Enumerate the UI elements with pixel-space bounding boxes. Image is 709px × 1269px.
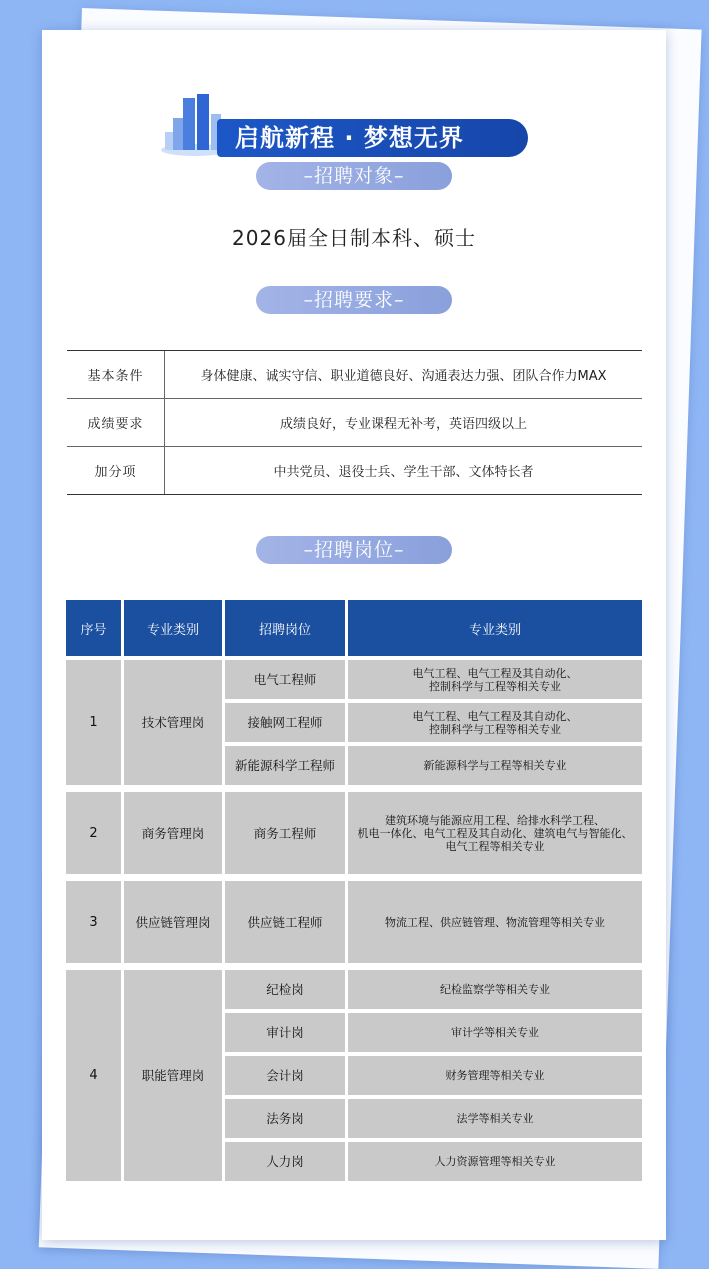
position-name: 纪检岗 xyxy=(225,970,345,1009)
section-title-positions: –招聘岗位– xyxy=(256,536,452,564)
target-text: 2026届全日制本科、硕士 xyxy=(232,226,476,250)
requirement-label: 成绩要求 xyxy=(67,399,165,446)
requirement-value: 身体健康、诚实守信、职业道德良好、沟通表达力强、团队合作力MAX xyxy=(200,369,607,384)
poster-sheet xyxy=(42,30,666,1240)
requirement-row xyxy=(67,446,642,494)
group-category: 供应链管理岗 xyxy=(124,881,222,963)
requirement-label: 基本条件 xyxy=(67,351,165,398)
group-number: 1 xyxy=(66,660,121,785)
group-number: 2 xyxy=(66,792,121,874)
requirements-table xyxy=(67,350,642,495)
table-header-majors: 专业类别 xyxy=(348,600,642,656)
section-title-target: –招聘对象– xyxy=(256,162,452,190)
position-name: 人力岗 xyxy=(225,1142,345,1181)
position-name: 新能源科学工程师 xyxy=(225,746,345,785)
section-title-requirements: –招聘要求– xyxy=(256,286,452,314)
banner-title: 启航新程 · 梦想无界 xyxy=(217,119,528,157)
requirement-row xyxy=(67,398,642,446)
position-majors: 电气工程、电气工程及其自动化、 控制科学与工程等相关专业 xyxy=(348,660,642,699)
group-category: 职能管理岗 xyxy=(124,970,222,1181)
table-header-no: 序号 xyxy=(66,600,121,656)
position-name: 供应链工程师 xyxy=(225,881,345,963)
position-majors: 物流工程、供应链管理、物流管理等相关专业 xyxy=(348,881,642,963)
position-majors: 建筑环境与能源应用工程、给排水科学工程、 机电一体化、电气工程及其自动化、建筑电气与智能化、 电气工程等相关专业 xyxy=(348,792,642,874)
requirement-label: 加分项 xyxy=(67,447,165,494)
position-name: 接触网工程师 xyxy=(225,703,345,742)
position-name: 电气工程师 xyxy=(225,660,345,699)
requirement-row xyxy=(67,351,642,398)
position-majors: 新能源科学与工程等相关专业 xyxy=(348,746,642,785)
group-number: 3 xyxy=(66,881,121,963)
banner xyxy=(157,88,529,160)
group-category: 技术管理岗 xyxy=(124,660,222,785)
position-name: 商务工程师 xyxy=(225,792,345,874)
position-majors: 法学等相关专业 xyxy=(348,1099,642,1138)
group-category: 商务管理岗 xyxy=(124,792,222,874)
requirement-value: 中共党员、退役士兵、学生干部、文体特长者 xyxy=(273,465,534,480)
group-number: 4 xyxy=(66,970,121,1181)
position-majors: 人力资源管理等相关专业 xyxy=(348,1142,642,1181)
position-majors: 审计学等相关专业 xyxy=(348,1013,642,1052)
position-majors: 财务管理等相关专业 xyxy=(348,1056,642,1095)
position-majors: 电气工程、电气工程及其自动化、 控制科学与工程等相关专业 xyxy=(348,703,642,742)
position-name: 审计岗 xyxy=(225,1013,345,1052)
table-header-position: 招聘岗位 xyxy=(225,600,345,656)
position-name: 会计岗 xyxy=(225,1056,345,1095)
requirement-value: 成绩良好，专业课程无补考，英语四级以上 xyxy=(279,417,527,432)
position-name: 法务岗 xyxy=(225,1099,345,1138)
position-majors: 纪检监察学等相关专业 xyxy=(348,970,642,1009)
table-header-category: 专业类别 xyxy=(124,600,222,656)
